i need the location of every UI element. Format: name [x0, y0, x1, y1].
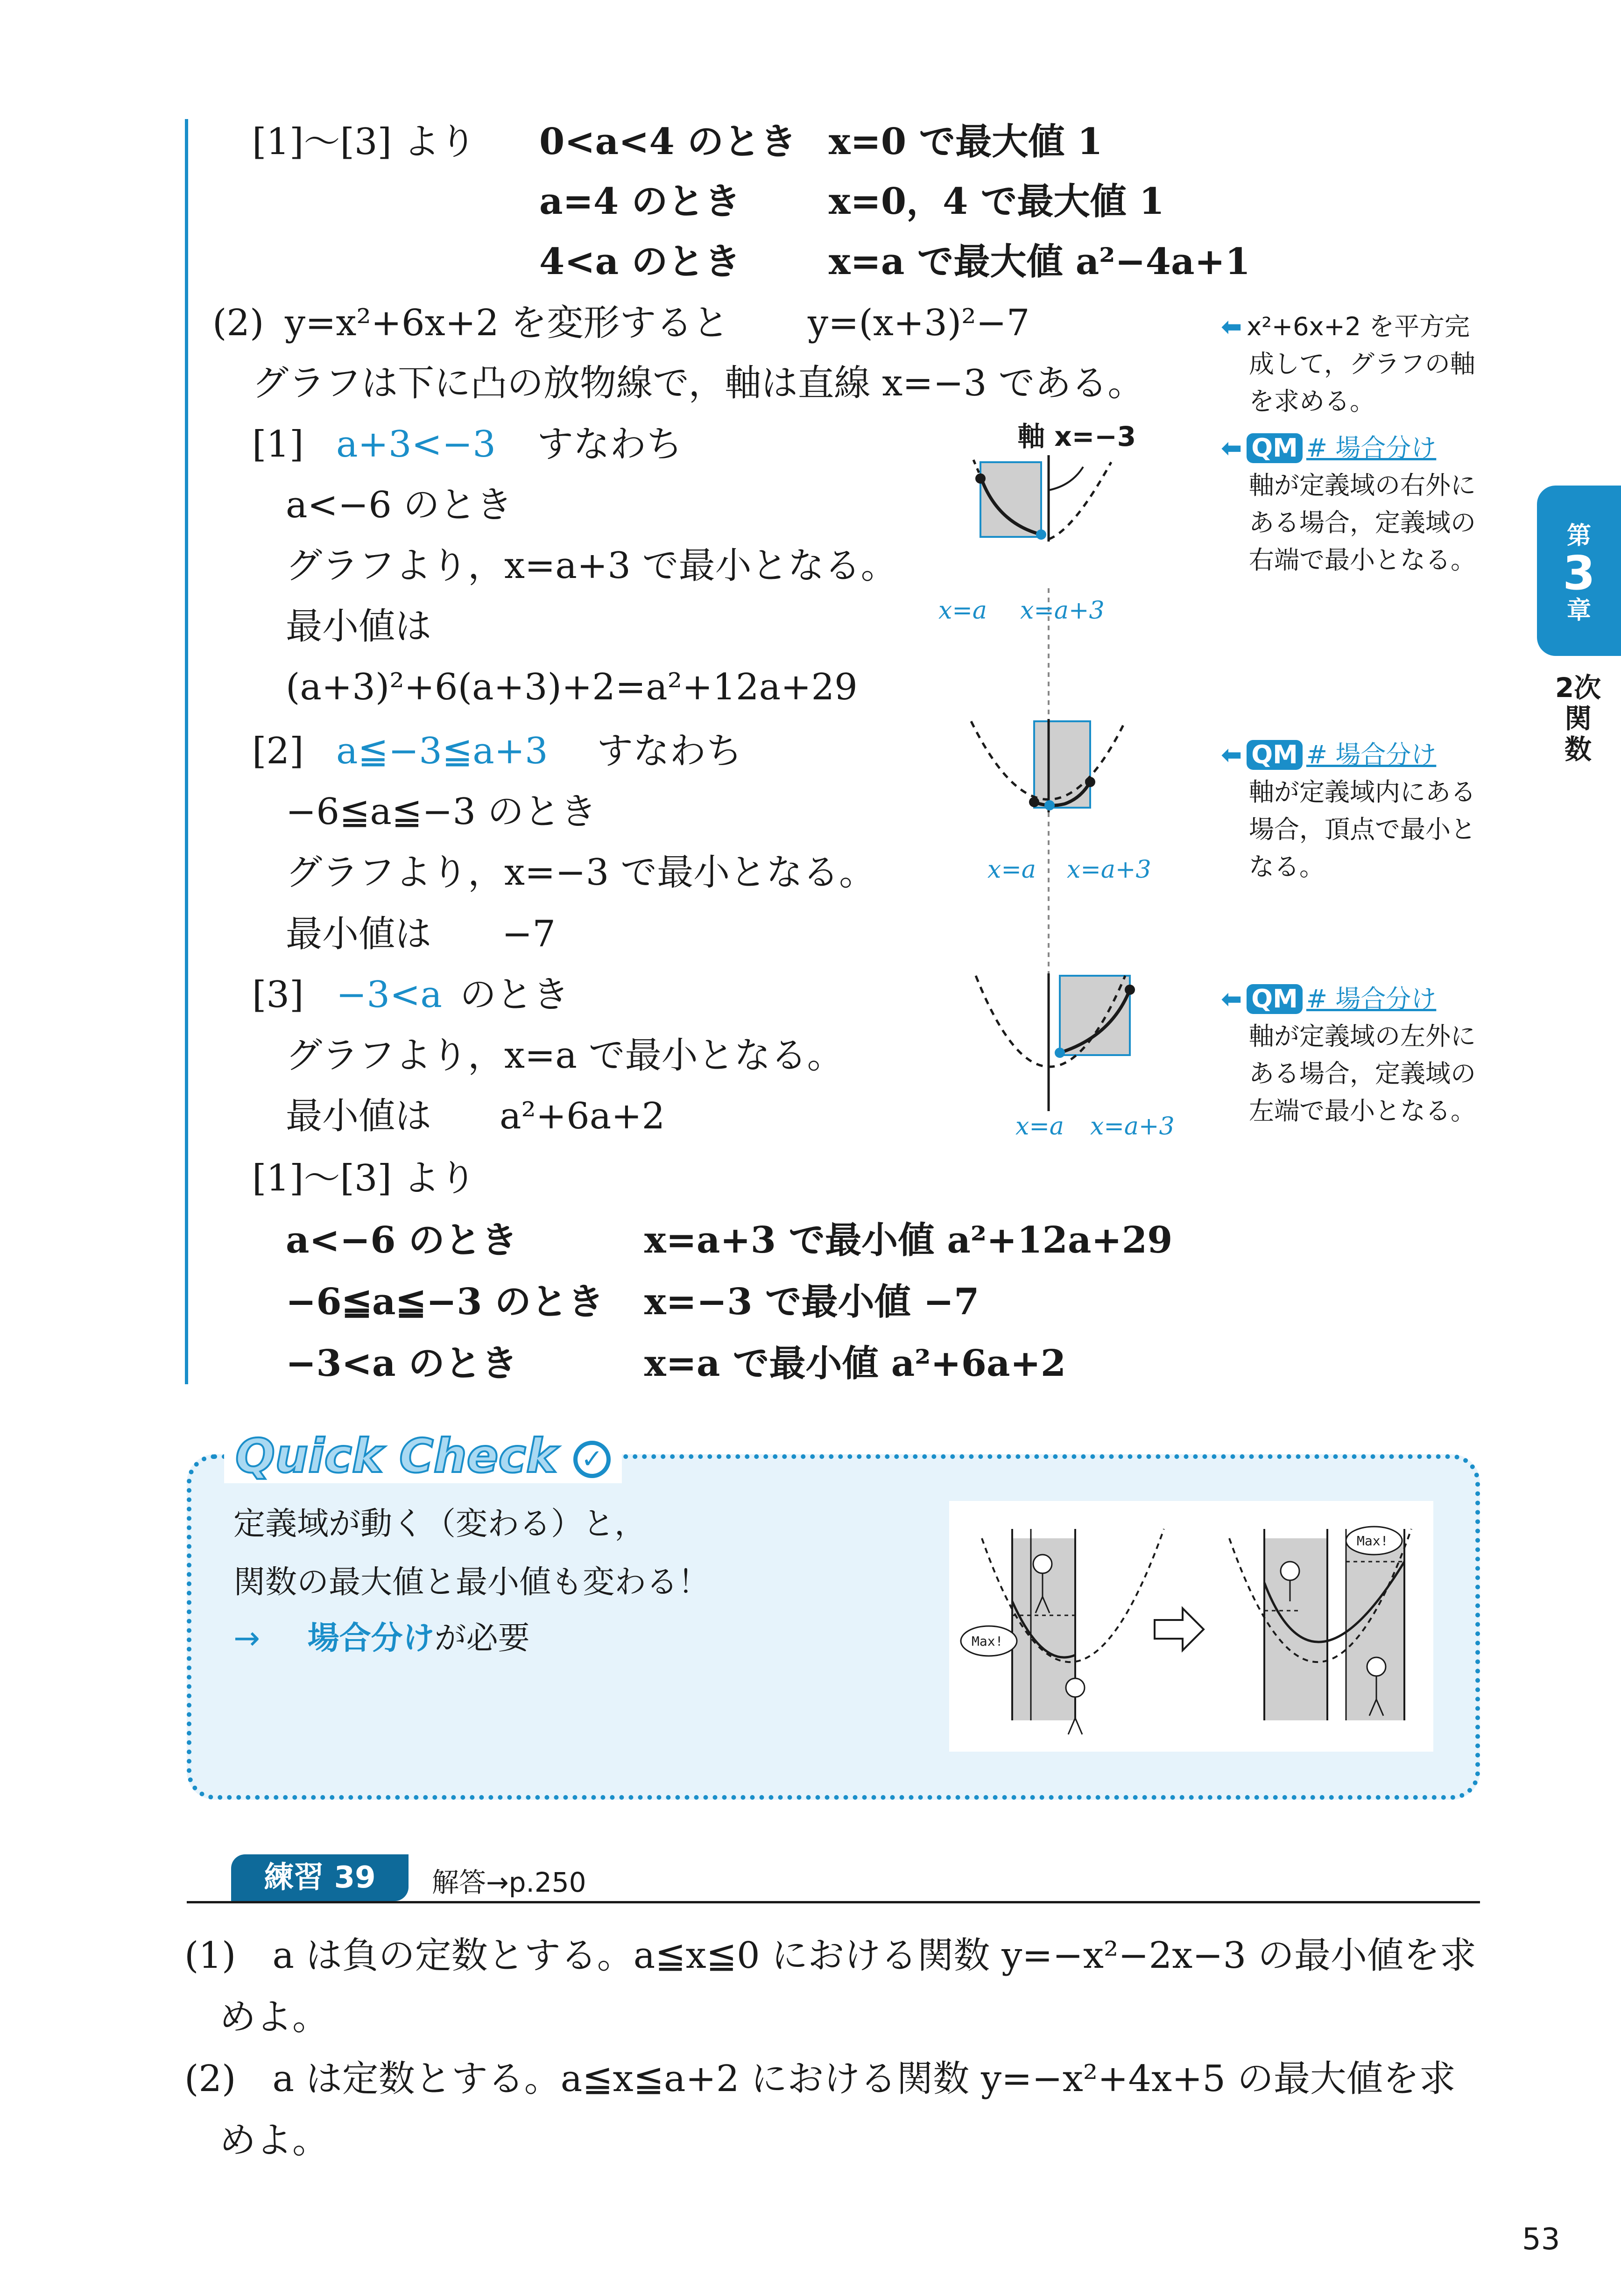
- note0-line2: 成して，グラフの軸: [1249, 349, 1475, 379]
- graph2-left-label: x=a: [987, 856, 1036, 884]
- case3-graph: グラフより，x=a で最小となる。: [286, 1035, 844, 1077]
- graph1-left-label: x=a: [938, 597, 987, 625]
- graph3-right-dot: [1125, 985, 1135, 995]
- summary2-cond-2: −6≦a≦−3 のとき: [286, 1281, 604, 1323]
- summary2-ref: [1]～[3] より: [252, 1157, 476, 1199]
- check-circle-icon: ✓: [573, 1441, 611, 1478]
- left-arrow-icon: ⬅: [1221, 312, 1242, 341]
- qm-tag-link[interactable]: # 場合分け: [1306, 740, 1437, 769]
- case-graphs: [910, 411, 1214, 1167]
- exercise-answer-link[interactable]: 解答→p.250: [432, 1866, 586, 1898]
- chapter-title: [1555, 672, 1601, 765]
- case1-label: [1]: [252, 423, 304, 465]
- quick-check-title: [224, 1429, 622, 1483]
- side-note-3: [1221, 980, 1476, 1130]
- note0-line1: x²+6x+2 を平方完: [1247, 312, 1470, 341]
- qm-badge: QM: [1247, 433, 1303, 463]
- summary1-cond-3: 4<a のとき: [539, 240, 741, 283]
- exercise-q2-line2: めよ。: [219, 2120, 329, 2162]
- case2-suffix: すなわち: [597, 730, 743, 772]
- graph1-right-label: x=a+3: [1020, 597, 1105, 625]
- page-number: 53: [1522, 2222, 1560, 2257]
- left-arrow-icon: ⬅: [1221, 433, 1242, 463]
- summary1-cond-2: a=4 のとき: [539, 180, 741, 223]
- graph1-curve-right: [1049, 462, 1111, 539]
- max-bubble-right-text: Max!: [1357, 1533, 1388, 1549]
- part2-vertex-form: y=(x+3)²−7: [808, 302, 1030, 344]
- graph1-left-dot: [975, 473, 986, 484]
- quick-check-tail: が必要: [434, 1620, 530, 1657]
- quick-check-illustration-svg: [949, 1501, 1433, 1752]
- summary2-cond-1: a<−6 のとき: [286, 1219, 518, 1261]
- part2-transform: y=x²+6x+2 を変形すると: [285, 302, 729, 344]
- case2-graph: グラフより，x=−3 で最小となる。: [286, 852, 876, 894]
- summary1-cond-1: 0<a<4 のとき: [539, 120, 796, 163]
- graph2-right-dot: [1085, 777, 1095, 787]
- note1-line1: 軸が定義域の右外に: [1249, 471, 1476, 500]
- note0-line3: を求める。: [1249, 387, 1375, 416]
- summary1-ref: [1]～[3] より: [252, 121, 476, 163]
- case1-suffix: すなわち: [537, 423, 683, 465]
- case3-cond: −3<a: [336, 974, 442, 1016]
- graph2-vertex-dot: [1044, 800, 1055, 810]
- stick-figure-2-head: [1066, 1678, 1085, 1697]
- graph1-min-dot: [1036, 529, 1046, 540]
- graph3-left-dot: [1055, 1048, 1065, 1058]
- note3-line1: 軸が定義域の左外に: [1249, 1021, 1476, 1051]
- case2-min-label: 最小値は: [286, 913, 432, 955]
- chapter-prefix: 第: [1566, 522, 1591, 550]
- side-note-1: [1221, 430, 1476, 579]
- case1-graph: グラフより，x=a+3 で最小となる。: [286, 545, 897, 587]
- stick-figure-1-head: [1033, 1555, 1052, 1573]
- side-note-0: [1221, 308, 1475, 420]
- case3-label: [3]: [252, 974, 304, 1016]
- exercise-q2-line1: (2) a は定数とする。a≦x≦a+2 における関数 y=−x²+4x+5 の最大値を求: [184, 2058, 1456, 2100]
- case1-when: a<−6 のとき: [286, 484, 513, 526]
- exercise-q1-line1: (1) a は負の定数とする。a≦x≦0 における関数 y=−x²−2x−3 の最小値を求: [184, 1935, 1476, 1977]
- case1-min-label: 最小値は: [286, 606, 432, 648]
- graph3-left-label: x=a: [1015, 1113, 1064, 1141]
- solution-margin-bar: [185, 119, 188, 1384]
- graph1-axis-pointer: [1049, 467, 1083, 490]
- case3-suffix: のとき: [460, 974, 570, 1016]
- case2-min-value: −7: [502, 913, 556, 955]
- exercise-badge: 練習 39: [231, 1854, 409, 1901]
- side-note-2: [1221, 736, 1476, 886]
- axis-label: 軸 x=−3: [1018, 421, 1136, 452]
- graph3-right-label: x=a+3: [1090, 1113, 1175, 1141]
- note2-line1: 軸が定義域内にある: [1249, 777, 1476, 807]
- summary1-result-2: x=0，4 で最大値 1: [829, 180, 1164, 223]
- exercise-divider: [187, 1901, 1480, 1903]
- summary1-result-1: x=0 で最大値 1: [829, 120, 1103, 163]
- summary1-result-3: x=a で最大値 a²−4a+1: [829, 240, 1251, 283]
- stick-figure-4-head: [1367, 1657, 1386, 1676]
- quick-check-illustration: [949, 1501, 1433, 1752]
- graph1-domain-band: [980, 462, 1041, 537]
- case1-min-value: (a+3)²+6(a+3)+2=a²+12a+29: [286, 666, 858, 708]
- summary2-cond-3: −3<a のとき: [286, 1342, 518, 1385]
- summary2-result-3: x=a で最小値 a²+6a+2: [644, 1342, 1066, 1385]
- max-bubble-left-text: Max!: [972, 1634, 1003, 1649]
- part2-label: (2): [212, 302, 264, 344]
- quick-check-line3: [233, 1613, 530, 1658]
- case2-when: −6≦a≦−3 のとき: [286, 791, 597, 833]
- case2-label: [2]: [252, 730, 304, 772]
- note2-line2: 場合，頂点で最小と: [1249, 815, 1476, 844]
- quick-check-line2: 関数の最大値と最小値も変わる！: [233, 1564, 710, 1601]
- note3-line3: 左端で最小となる。: [1249, 1096, 1476, 1126]
- case1-cond: a+3<−3: [336, 423, 496, 465]
- exercise-q1-line2: めよ。: [219, 1996, 329, 2038]
- note2-line3: なる。: [1249, 852, 1325, 881]
- right-arrow-icon: [1155, 1608, 1204, 1650]
- left-arrow-icon: ⬅: [1221, 984, 1242, 1014]
- case3-min-label: 最小値は: [286, 1095, 432, 1137]
- qm-badge: QM: [1247, 740, 1303, 770]
- case3-min-value: a²+6a+2: [500, 1095, 665, 1137]
- summary2-result-2: x=−3 で最小値 −7: [644, 1281, 980, 1323]
- chapter-suffix: 章: [1566, 597, 1591, 625]
- summary2-result-1: x=a+3 で最小値 a²+12a+29: [644, 1219, 1173, 1261]
- part2-graph-desc: グラフは下に凸の放物線で，軸は直線 x=−3 である。: [252, 362, 1144, 404]
- chapter-title-text: 2次関数: [1555, 672, 1601, 765]
- quick-check-line1: 定義域が動く（変わる）と，: [233, 1506, 647, 1542]
- graph2-right-label: x=a+3: [1067, 856, 1151, 884]
- case2-cond: a≦−3≦a+3: [336, 730, 548, 772]
- note1-line3: 右端で最小となる。: [1249, 545, 1476, 575]
- note3-line2: ある場合，定義域の: [1249, 1059, 1476, 1088]
- quick-check-title-text: Quick Check: [235, 1429, 557, 1483]
- qm-tag-link[interactable]: # 場合分け: [1306, 433, 1437, 463]
- qm-tag-link[interactable]: # 場合分け: [1306, 984, 1437, 1014]
- qm-badge: QM: [1247, 984, 1303, 1014]
- right-arrow: →: [233, 1620, 260, 1657]
- quick-check-highlight: 場合分け: [307, 1620, 435, 1657]
- chapter-tab[interactable]: [1537, 486, 1621, 656]
- left-arrow-icon: ⬅: [1221, 740, 1242, 769]
- stick-figure-3-head: [1281, 1562, 1299, 1580]
- note1-line2: ある場合，定義域の: [1249, 508, 1476, 537]
- graph2-left-dot: [1029, 797, 1039, 807]
- chapter-number: 3: [1563, 546, 1595, 600]
